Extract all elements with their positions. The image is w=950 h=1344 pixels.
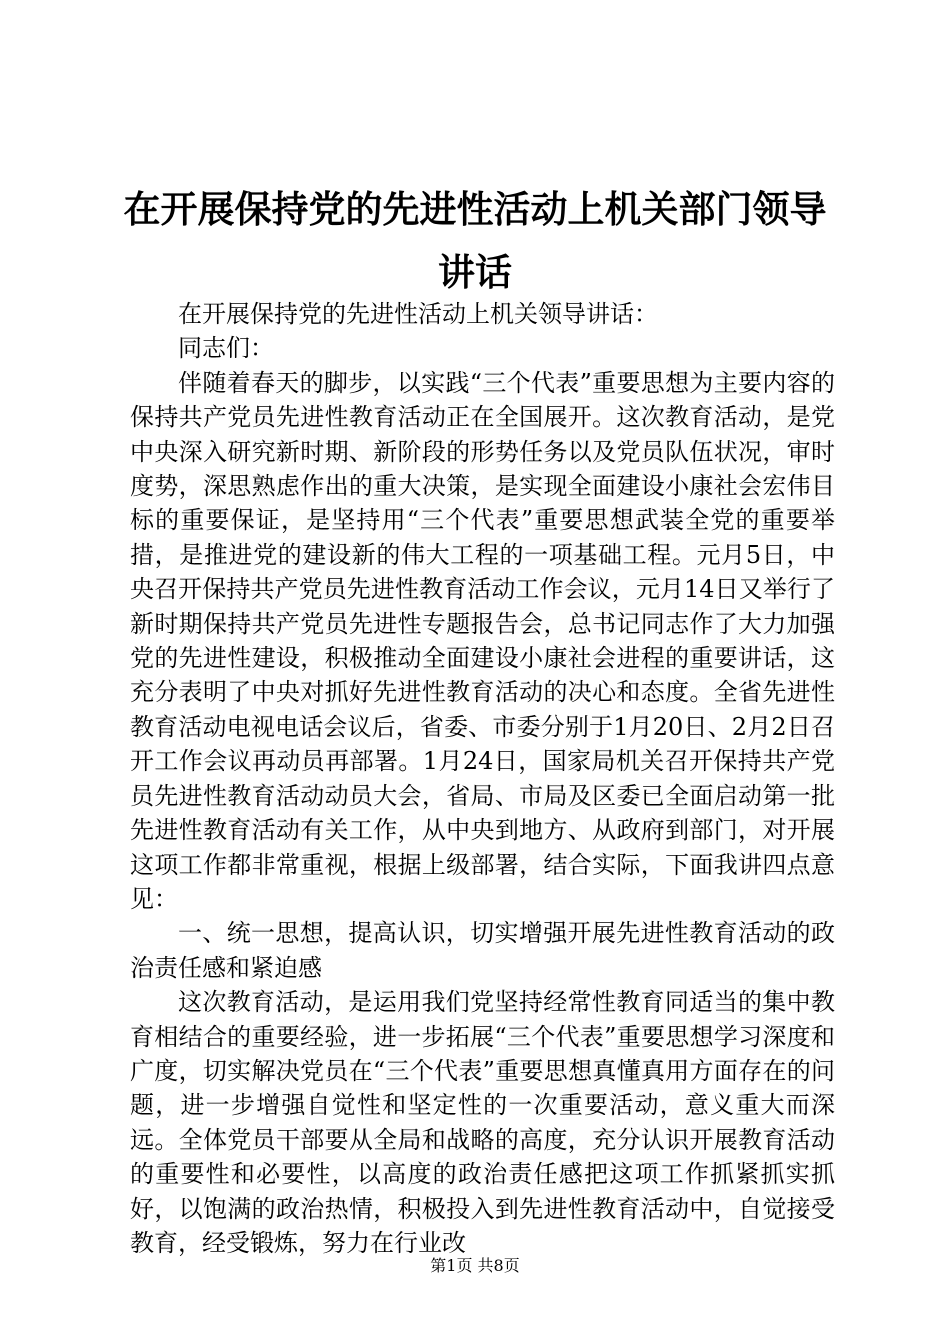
document-title: 在开展保持党的先进性活动上机关部门领导讲话	[123, 187, 827, 294]
paragraph-intro: 伴随着春天的脚步，以实践“三个代表”重要思想为主要内容的保持共产党员先进性教育活动正在全国展开。这次教育活动，是党中央深入研究新时期、新阶段的形势任务以及党员队伍状况，审时度势，深思熟虑作出的重大决策，是实现全面建设小康社会宏伟目标的重要保证，是坚持用“三个代表”重要思想武装全党的重要举措，是推进党的建设新的伟大工程的一项基础工程。元月5日，中央召开保持共产党员先进性教育活动工作会议，元月14日又举行了新时期保持共产党员先进性专题报告会，总书记同志作了大力加强党的先进性建设，积极推动全面建设小康社会进程的重要讲话，这充分表明了中央对抓好先进性教育活动的决心和态度。全省先进性教育活动电视电话会议后，省委、市委分别于1月20日、2月2日召开工作会议再动员再部署。1月24日，国家局机关召开保持共产党员先进性教育活动动员大会，省局、市局及区委已全面启动第一批先进性教育活动有关工作，从中央到地方、从政府到部门，对开展这项工作都非常重视，根据上级部署，结合实际，下面我讲四点意见：	[130, 368, 835, 913]
document-body	[130, 297, 835, 1260]
paragraph-heading-line: 在开展保持党的先进性活动上机关领导讲话：	[178, 300, 658, 328]
page-number-footer: 第1页 共8页	[430, 1256, 520, 1275]
paragraph-salutation: 同志们：	[178, 334, 274, 363]
paragraph-section-body: 这次教育活动，是运用我们党坚持经常性教育同适当的集中教育相结合的重要经验，进一步拓展“三个代表”重要思想学习深度和广度，切实解决党员在“三个代表”重要思想真懂真用方面存在的问题，进一步增强自觉性和坚定性的一次重要活动，意义重大而深远。全体党员干部要从全局和战略的高度，充分认识开展教育活动的重要性和必要性，以高度的政治责任感把这项工作抓紧抓实抓好，以饱满的政治热情，积极投入到先进性教育活动中，自觉接受教育，经受锻炼，努力在行业改	[130, 988, 835, 1257]
paragraph-section-heading: 一、统一思想，提高认识，切实增强开展先进性教育活动的政治责任感和紧迫感	[130, 919, 835, 982]
